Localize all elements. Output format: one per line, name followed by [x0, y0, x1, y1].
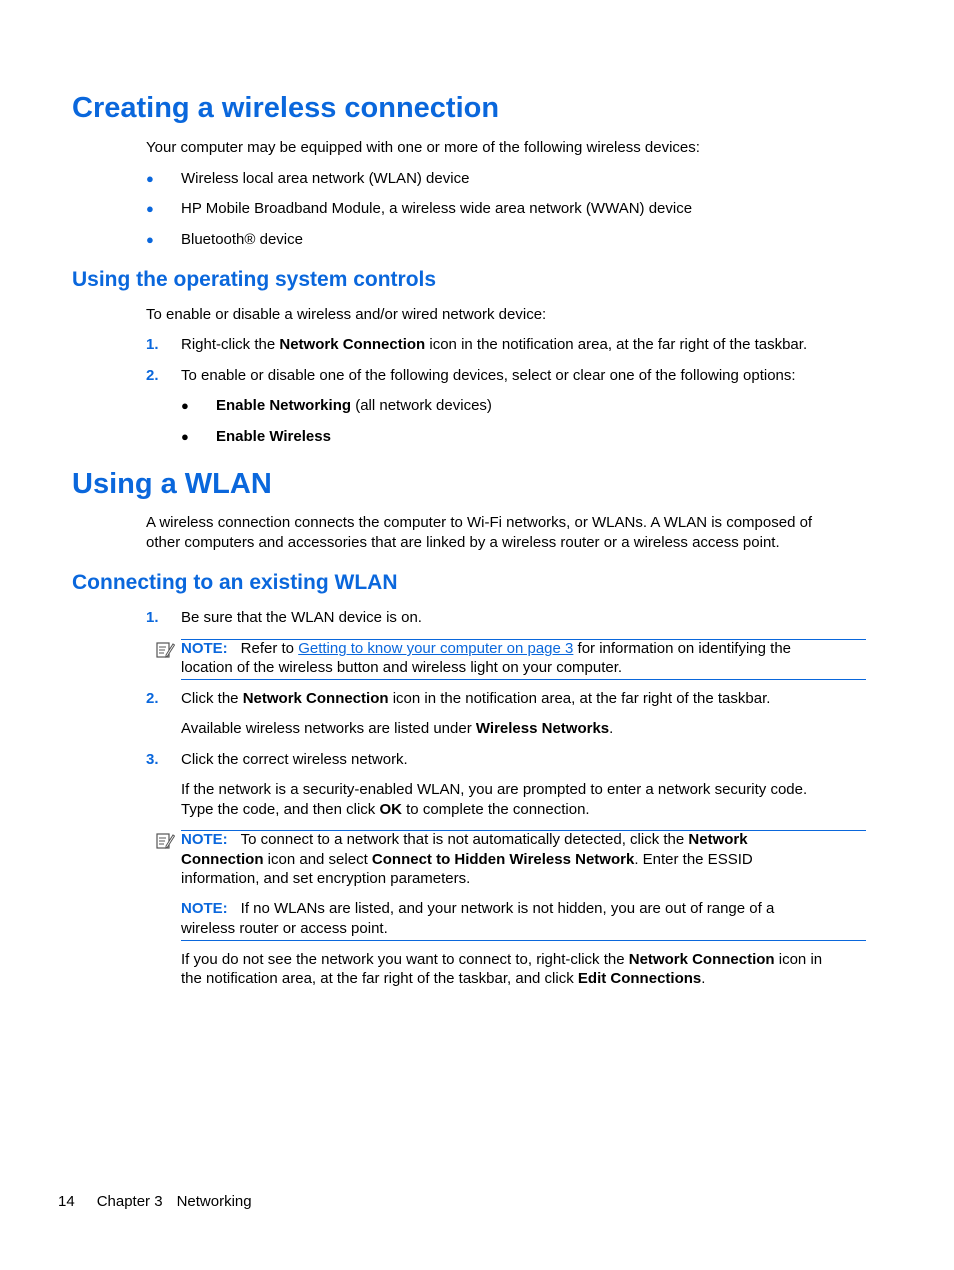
note-2-line-1: NOTE: To connect to a network that is not automatically detected, click the Network: [181, 831, 748, 848]
heading-connecting-existing-wlan: Connecting to an existing WLAN: [72, 571, 398, 594]
note-3-line-2: wireless router or access point.: [181, 920, 388, 937]
page-number: 14: [58, 1193, 75, 1210]
note-2-line-3: information, and set encryption parameters.: [181, 870, 471, 887]
wlan-step-2: Click the Network Connection icon in the notification area, at the far right of the taskbar.: [181, 690, 771, 707]
step-number: 2.: [146, 367, 159, 384]
step-number: 1.: [146, 336, 159, 353]
wlan-paragraph-line-1: A wireless connection connects the computer to Wi-Fi networks, or WLANs. A WLAN is composed of: [146, 514, 813, 531]
heading-using-wlan: Using a WLAN: [72, 468, 272, 500]
wlan-step-3: Click the correct wireless network.: [181, 751, 408, 768]
bullet-dot: ●: [146, 171, 154, 186]
bullet-item-wwan: HP Mobile Broadband Module, a wireless wide area network (WWAN) device: [181, 200, 693, 217]
step-number: 3.: [146, 751, 159, 768]
note-3-line-1: NOTE: If no WLANs are listed, and your network is not hidden, you are out of range of a: [181, 900, 775, 917]
option-enable-networking: Enable Networking (all network devices): [216, 397, 492, 414]
final-paragraph-line-2: the notification area, at the far right of the taskbar, and click Edit Connections.: [181, 970, 706, 987]
os-step-1: Right-click the Network Connection icon in the notification area, at the far right of the taskbar.: [181, 336, 808, 353]
wlan-paragraph-line-2: other computers and accessories that are linked by a wireless router or a wireless access point.: [146, 534, 780, 551]
note-pencil-icon: [155, 640, 175, 660]
link-getting-to-know-your-computer[interactable]: Getting to know your computer on page 3: [298, 640, 574, 657]
heading-creating-wireless-connection: Creating a wireless connection: [72, 92, 500, 124]
footer-chapter: Chapter 3: [96, 1193, 163, 1210]
intro-paragraph: Your computer may be equipped with one or more of the following wireless devices:: [146, 139, 700, 156]
note-2-line-2: Connection icon and select Connect to Hidden Wireless Network. Enter the ESSID: [181, 851, 753, 868]
bullet-dot: ●: [146, 201, 154, 216]
option-enable-wireless: Enable Wireless: [216, 428, 331, 445]
step-number: 2.: [146, 690, 159, 707]
note-1-line-2: location of the wireless button and wireless light on your computer.: [181, 659, 623, 676]
os-controls-intro: To enable or disable a wireless and/or wired network device:: [146, 306, 547, 323]
wlan-step-3-detail-line-1: If the network is a security-enabled WLAN, you are prompted to enter a network security code.: [181, 781, 808, 798]
wlan-step-3-detail-line-2: Type the code, and then click OK to complete the connection.: [181, 801, 590, 818]
step-number: 1.: [146, 609, 159, 626]
wlan-step-1: Be sure that the WLAN device is on.: [181, 609, 422, 626]
page-footer: [58, 1192, 252, 1212]
heading-operating-system-controls: Using the operating system controls: [72, 268, 437, 291]
bullet-dot: ●: [181, 429, 189, 444]
note-1-line-1: NOTE: Refer to Getting to know your computer on page 3 for information on identifying the: [181, 640, 791, 657]
wlan-step-2-detail: Available wireless networks are listed under Wireless Networks.: [181, 720, 614, 737]
bullet-dot: ●: [181, 398, 189, 413]
os-step-2: To enable or disable one of the following devices, select or clear one of the following options:: [181, 367, 796, 384]
footer-section: Networking: [176, 1193, 252, 1210]
bullet-item-wlan: Wireless local area network (WLAN) device: [181, 170, 470, 187]
bullet-dot: ●: [146, 232, 154, 247]
note-pencil-icon: [155, 831, 175, 851]
bullet-item-bluetooth: Bluetooth® device: [181, 231, 303, 248]
final-paragraph-line-1: If you do not see the network you want to connect to, right-click the Network Connection icon in: [181, 951, 823, 968]
